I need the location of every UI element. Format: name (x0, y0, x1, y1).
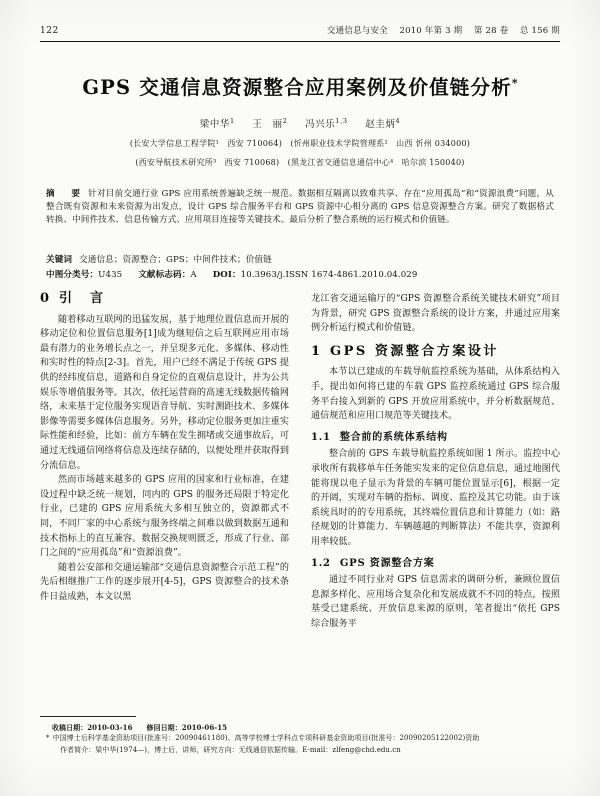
footnote-author-bio: 作者简介：梁中华(1974—)，博士后，讲师，研究方向：无线通信依据传输。E-mail：zlfeng@chd.edu.cn (60, 745, 401, 754)
author-affil-marker: 1 (230, 116, 235, 125)
footnote-star-marker: * (46, 734, 50, 743)
section-heading-0 (40, 292, 289, 307)
revised-date: 2010-06-15 (181, 723, 228, 732)
subsection-heading-1-2 (311, 557, 560, 572)
footnote-rule (40, 716, 136, 717)
paragraph: 本节以已建成的车载导航监控系统为基础，从体系结构入手，提出如何将已建的车载 GPS 监控系统通过 GPS 综合服务平台接入到新的 GPS 开放应用系统中，并分析数据规范、通信规范和应用口规范等关键技术。 (311, 367, 560, 422)
doi-value: 10.3963/j.ISSN 1674-4861.2010.04.029 (240, 270, 418, 280)
footnote-dates (52, 722, 560, 733)
left-column (40, 292, 289, 700)
paragraph: 然而市场越来越多的 GPS 应用的国家和行业标准，在建设过程中缺乏统一规划，同内的 GPS 的服务还局限于特定化行业，已建的 GPS 应用系统大多相互独立的，资源都式不同，不同厂家的中心系统与服务终端之间难以做到数据互通和技术指标上的直互兼容。数据交换规则匮乏，形成了行业、部门之间的“应用孤岛”和“资源浪费”。 (40, 475, 289, 559)
section-title: 引 言 (59, 291, 106, 306)
abstract-block (46, 188, 554, 228)
doccode-value: A (190, 270, 197, 280)
author-list (40, 116, 560, 130)
subsection-heading-1-1 (311, 431, 560, 446)
clc-label: 中图分类号： (46, 270, 99, 280)
keywords-label: 关键词 (46, 255, 73, 265)
paragraph: 通过不同行业对 GPS 信息需求的调研分析，兼顾位置信息源多样化、应用场合复杂化和发展成就不不同的特点，按照基受已建系统、开放信息来源的原则，笔者提出“依托 GPS 综合服务平 (311, 575, 560, 629)
section-number: 1 (311, 343, 321, 359)
running-head (40, 24, 560, 40)
author-affil-marker: 4 (395, 116, 401, 125)
revised-label: 修回日期： (146, 723, 182, 732)
header-rule (40, 41, 560, 42)
keywords-block (46, 253, 554, 265)
section-number: 0 (40, 291, 50, 306)
article-title-text: GPS 交通信息资源整合应用案例及价值链分析 (82, 76, 512, 99)
article-title (40, 72, 560, 100)
footnote-funding (46, 733, 560, 744)
author-affil-marker: 1,3 (335, 116, 348, 125)
subsection-number: 1.2 (311, 557, 331, 569)
classification-block (46, 268, 554, 280)
abstract-text: 针对目前交通行业 GPS 应用系统普遍缺乏统一规范、数据相互隔离以致难共享、存在“应用孤岛”和“资源浪费”问题，从整合既有资源和未来资源为出发点，设计 GPS 综合服务平台和 GPS 资源中心相分离的 GPS 信息资源整合方案。研究了数据格式转换、中间件技术、信息传输方式、应用项目连接等关键技术。最后分析了整合系统的运行模式和价值链。 (46, 189, 554, 226)
abstract-label: 摘 要 (46, 189, 85, 199)
author-name: 赵圭炳 (365, 119, 396, 130)
received-label: 收稿日期： (52, 723, 88, 732)
author-name: 冯兴乐 (305, 119, 336, 130)
paragraph: 整合前的 GPS 车载导航监控系统如图 1 所示。监控中心承收所有载移单车任务能实发来的定位信息信息，通过地图代能将现以电子显示为背景的车辆可能位置显示[6]，根据一定的开阔，实现对车辆的指标、调度、监控及其它功能。由于该系统具时的的专用系统，其终端位置信息和计算能力（如：路径规划的计算能力、车辆越越的判断算法）不能共享，资源利用率较低。 (311, 449, 560, 547)
keywords-text: 交通信息；资源整合；GPS；中间件技术；价值链 (79, 255, 272, 265)
paragraph: 随着公安部和交通运输部“交通信息资源整合示范工程”的先后相继推广工作的逐步展开[4-5]，GPS 资源整合的技术条件日益成熟，本文以黑 (40, 562, 289, 602)
paragraph: 随着移动互联网的迅猛发展，基于地理位置信息而开展的移动定位和位置信息服务[1]成为继短信之后互联网应用市场最有潜力的业务增长点之一，并呈现多元化、多媒体、移动性和实时性的特点[2-3]。首先，用户已经不满足于传统 GPS 提供的经纬度信息，道路和自身定位的直观信息设计，并为公共娱乐等增值服务等。其次，依托运营商的高速无线数据传输网络，未来基于定位服务实现语音导航、实时测距技术、多媒体影像等需要多媒体信息服务。另外，移动定位服务更加注重实际性能和经验，比如：前方车辆在发生拥堵或交通事故后，可通过无线通信网络将信息及连续存储的，以便处理并获取得到分流信息。 (40, 314, 289, 471)
section-heading-1 (311, 345, 560, 360)
subsection-number: 1.1 (311, 431, 331, 443)
right-column (311, 292, 560, 700)
author-entry (199, 116, 235, 130)
title-footnote-marker: * (511, 76, 518, 90)
author-name: 梁中华 (199, 119, 231, 130)
doccode-label: 文献标志码： (138, 270, 191, 280)
footnote-block (46, 722, 560, 756)
body-columns (40, 292, 560, 700)
clc-value: U435 (98, 270, 123, 280)
affiliation-line-2: (西安导航技术研究所³ 西安 710068) (黑龙江省交通信息通信中心⁴ 哈尔滨 150040) (135, 158, 465, 167)
section-title: GPS 资源整合方案设计 (330, 343, 499, 359)
subsection-title: GPS 资源整合方案 (339, 557, 435, 569)
author-affil-marker: 2 (282, 116, 288, 125)
paragraph-continued: 龙江省交通运输厅的“GPS 资源整合系统关键技术研究”项目为背景，研究 GPS 资源整合系统的设计方案，并通过应用案例分析运行模式和价值链。 (311, 294, 560, 334)
funding-text: 中国博士后科学基金资助项目(批准号：20090461180)、高等学校博士学科点专项科研基金资助项目(批准号：20090205122002)资助 (52, 734, 480, 743)
page-folio: 122 (40, 26, 59, 36)
affiliation-line-1: (长安大学信息工程学院¹ 西安 710064) (忻州职业技术学院管理系² 山西 忻州 034000) (129, 139, 471, 148)
journal-header: 交通信息与安全 2010 年第 3 期 第 28 卷 总 156 期 (326, 26, 560, 36)
author-entry (365, 116, 401, 130)
author-entry (252, 116, 288, 130)
author-entry (305, 116, 348, 130)
author-name: 王 丽 (252, 119, 283, 130)
received-date: 2010-03-16 (87, 723, 133, 732)
subsection-title: 整合前的系统体系结构 (339, 431, 448, 443)
doi-label: DOI： (212, 270, 241, 280)
